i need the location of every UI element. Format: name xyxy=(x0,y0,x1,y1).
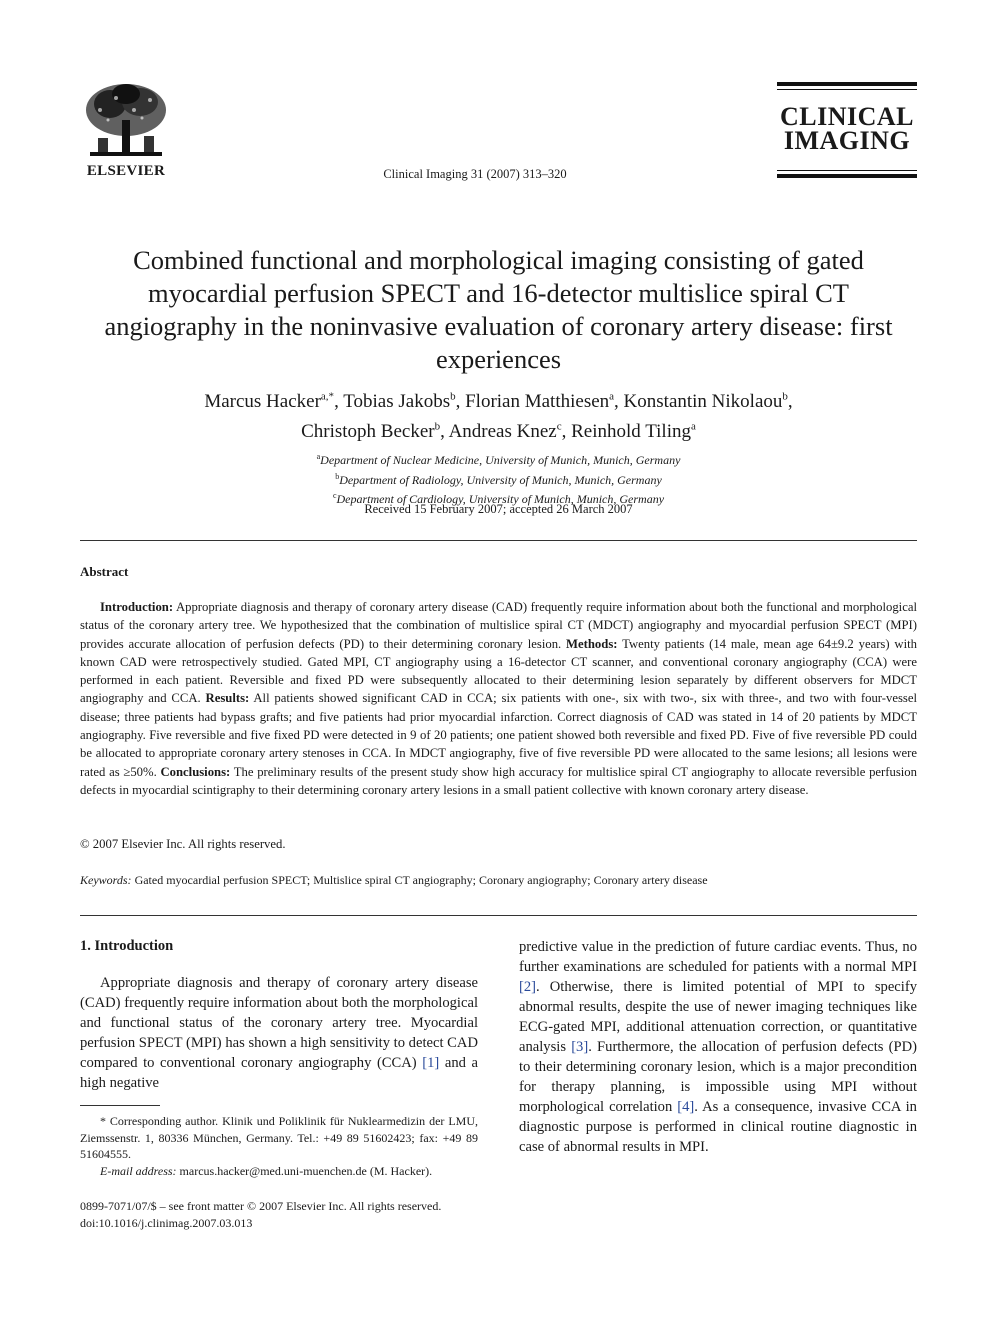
keywords-text: Gated myocardial perfusion SPECT; Multislice spiral CT angiography; Coronary angiography; Coronary artery disease xyxy=(131,873,708,887)
email-address[interactable]: marcus.hacker@med.uni-muenchen.de (M. Hacker). xyxy=(176,1163,433,1178)
abstract-section-label: Introduction: xyxy=(100,600,174,614)
abstract-section-text: The preliminary results of the present study show high accuracy for multislice spiral CT angiography to allocate reversible perfusion defects in myocardial scintigraphy to their determining coronary artery lesions in a small patient collective with known coronary artery disease. xyxy=(80,764,917,797)
abstract-section-label: Methods: xyxy=(566,636,618,651)
abstract-body xyxy=(80,598,917,799)
body-column-left: Appropriate diagnosis and therapy of coronary artery disease (CAD) frequently require information about both the morphological and functional status of the coronary artery tree. Myocardial perfusion SPECT (MPI) has shown a high sensitivity to detect CAD compared to conventional coronary angiography (CCA) [1] and a high negative xyxy=(80,975,478,1091)
body-column-right: predictive value in the prediction of future cardiac events. Thus, no further examinations are scheduled for patients with a normal MPI [2]. Otherwise, there is limited potential of MPI to specify abnormal results, despite the use of newer imaging techniques like ECG-gated MPI, additional attenuation correction, or quantitative analysis [3]. Furthermore, the allocation of perfusion defects (PD) to their determining coronary lesion, which is a major precondition for therapy planning, is impossible using MPI without morphological correlation [4]. As a consequence, invasive CCA in diagnostic purpose is performed in clinical routine diagnostic in case of abnormal results in MPI. xyxy=(519,939,917,1155)
divider xyxy=(80,915,917,916)
author: Florian Matthiesen$^a$, xyxy=(465,391,624,413)
masthead-rule-top-thin xyxy=(777,89,917,90)
affiliation: $^c$Department of Cardiology, University of Munich, Munich, Germany xyxy=(332,491,665,506)
author: Reinhold Tiling$^a$ xyxy=(571,420,696,442)
abstract-section-text: Twenty patients (14 male, mean age 64±9.2 years) with known CAD were retrospectively studied. Gated MPI, CT angiography using a 16-detector CT scanner, and conventional coronary angiography (CCA) were performed in each patient. Reversible and fixed PD were subsequently allocated to their determining lesion separately by different observers for MDCT angiography and CCA. xyxy=(80,636,917,706)
citation-link[interactable]: [3] xyxy=(571,1039,589,1055)
affiliation-list xyxy=(80,449,917,508)
journal-name-line1: CLINICAL xyxy=(779,102,915,131)
publisher-name: ELSEVIER xyxy=(86,163,166,179)
author: Marcus Hacker$^{a,*}$, xyxy=(204,391,344,413)
masthead-rule-bottom-thin xyxy=(777,170,917,171)
affiliation: $^a$Department of Nuclear Medicine, University of Munich, Munich, Germany xyxy=(316,452,681,467)
abstract-section-text: All patients showed significant CAD in CCA; six patients with one-, six with two-, six with three-, and two with four-vessel disease; three patients had bypass grafts; and five patients had prior myocardial infarction. Correct diagnosis of CAD was stated in 14 of 20 patients by MDCT angiography. Five reversible and five fixed PD were detected in 9 of 20 patients; one patient showed both reversible and fixed PD. Five of five reversible PD could be allocated to appropriate coronary artery stenoses in CCA. In MDCT angiography, five of five reversible PD were allocated to the same lesions; all lesions were rated as ≥50%. xyxy=(80,691,917,779)
keywords-label: Keywords: xyxy=(80,873,132,887)
author: Tobias Jakobs$^b$, xyxy=(343,391,466,413)
issn-doi xyxy=(80,1198,441,1232)
citation-link[interactable]: [2] xyxy=(519,979,537,995)
journal-name-line2: IMAGING xyxy=(783,126,911,155)
email-label: E-mail address: xyxy=(100,1163,177,1178)
affiliation: $^b$Department of Radiology, University of Munich, Munich, Germany xyxy=(335,471,662,487)
issn-line: 0899-7071/07/$ – see front matter © 2007 Elsevier Inc. All rights reserved. xyxy=(80,1199,442,1213)
section-heading: 1. Introduction xyxy=(80,938,174,954)
footnote xyxy=(80,1113,478,1179)
doi-line[interactable]: doi:10.1016/j.clinimag.2007.03.013 xyxy=(80,1216,253,1230)
received-dates: Received 15 February 2007; accepted 26 March 2007 xyxy=(364,502,633,516)
masthead-rule-top xyxy=(777,82,917,86)
abstract-section-label: Results: xyxy=(205,691,250,706)
footnote-rule xyxy=(80,1105,160,1106)
author: Christoph Becker$^b$, xyxy=(301,420,449,442)
citation-link[interactable]: [4] xyxy=(677,1099,695,1115)
journal-masthead xyxy=(777,82,917,182)
abstract-section-label: Conclusions: xyxy=(160,764,231,779)
article-title: Combined functional and morphological imaging consisting of gated myocardial perfusion SPECT and 16-detector multislice spiral CT angiography in the noninvasive evaluation of coronary artery disease: first experiences xyxy=(104,245,893,374)
corresponding-author-note: * Corresponding author. Klinik und Poliklinik für Nuklearmedizin der LMU, Ziemssenstr. 1, 80336 München, Germany. Tel.: +49 89 51602423; fax: +49 89 51604555. xyxy=(80,1114,478,1161)
citation-link[interactable]: [1] xyxy=(422,1055,440,1071)
journal-citation: Clinical Imaging 31 (2007) 313–320 xyxy=(383,167,567,181)
masthead-rule-bottom xyxy=(777,174,917,178)
abstract-heading: Abstract xyxy=(80,564,129,579)
abstract-section-text: Appropriate diagnosis and therapy of coronary artery disease (CAD) frequently require information about both the functional and morphological status of the coronary artery tree. We hypothesized that the combination of multislice spiral CT (MDCT) angiography and myocardial perfusion SPECT (MPI) provides accurate allocation of perfusion defects (PD) to their determining coronary lesion. xyxy=(80,600,917,651)
author: Andreas Knez$^c$, xyxy=(448,420,572,442)
author-list xyxy=(80,385,917,444)
divider xyxy=(80,540,917,541)
copyright-notice: © 2007 Elsevier Inc. All rights reserved. xyxy=(80,837,286,851)
author: Konstantin Nikolaou$^b$, xyxy=(623,391,793,413)
keywords xyxy=(80,873,917,888)
